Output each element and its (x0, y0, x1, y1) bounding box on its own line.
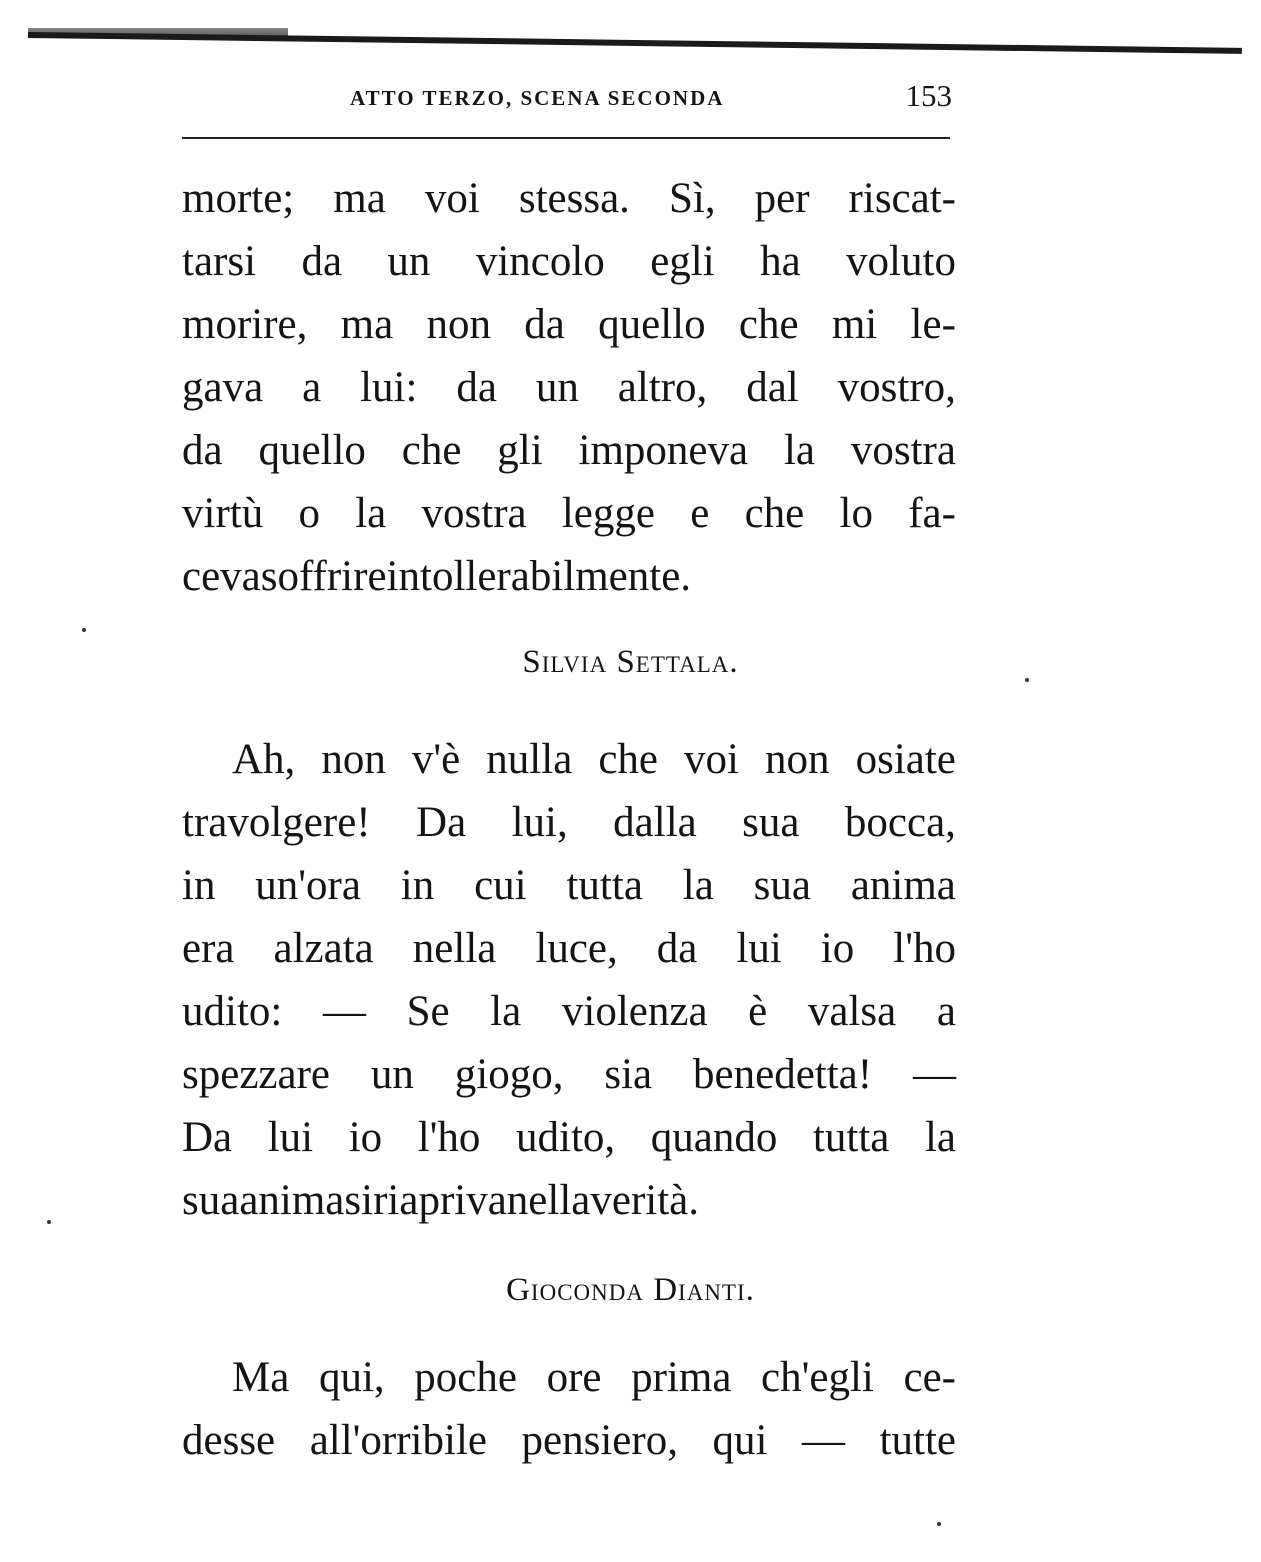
word: da (301, 238, 343, 285)
word: la (924, 1114, 956, 1161)
word: voi (424, 175, 480, 222)
word: gava (182, 364, 264, 411)
word: io (348, 1114, 383, 1161)
word: — (322, 988, 366, 1035)
word: sia (604, 1051, 653, 1098)
word: a (936, 988, 956, 1035)
word: quello (598, 301, 706, 348)
word: anima (850, 862, 956, 909)
word: sua (182, 1177, 240, 1224)
text-line (182, 917, 956, 980)
word: nulla (486, 736, 573, 783)
word: qui (712, 1417, 768, 1464)
word: io (820, 925, 855, 972)
word: lo (839, 490, 873, 537)
word: — (912, 1051, 956, 1098)
word: vostra (850, 427, 956, 474)
word: sua (742, 799, 800, 846)
word: la (682, 862, 714, 909)
word: Ah, (232, 736, 296, 783)
text-line (182, 1409, 956, 1472)
word: per (754, 175, 810, 222)
word: l'ho (893, 925, 956, 972)
word: morte; (182, 175, 295, 222)
word: dal (746, 364, 799, 411)
word: da (524, 301, 565, 348)
word: non (765, 736, 830, 783)
text-line (182, 791, 956, 854)
word: benedetta! (693, 1051, 873, 1098)
word: altro, (617, 364, 708, 411)
word: stessa. (518, 175, 630, 222)
word: e (690, 490, 710, 537)
word: da (456, 364, 497, 411)
word: lui (267, 1114, 314, 1161)
word: — (802, 1417, 845, 1464)
page-header (182, 78, 952, 118)
scan-speck (1025, 678, 1029, 682)
word: voi (684, 736, 739, 783)
word: che (401, 427, 462, 474)
word: ma (340, 301, 394, 348)
word: da (182, 427, 223, 474)
word: non (321, 736, 386, 783)
word: che (598, 736, 658, 783)
paragraph-continued (182, 167, 956, 608)
word: o (298, 490, 320, 537)
word: ch'egli (761, 1354, 874, 1401)
word: gli (497, 427, 543, 474)
word: da (656, 925, 698, 972)
paragraph (182, 1346, 956, 1472)
word: giogo, (454, 1051, 564, 1098)
word: che (744, 490, 805, 537)
word: udito: (182, 988, 283, 1035)
word: riapriva (373, 1177, 507, 1224)
word: ceva (182, 553, 261, 600)
word: un (370, 1051, 414, 1098)
word: nella (506, 1177, 591, 1224)
header-rule (182, 137, 950, 139)
scan-edge (28, 32, 1242, 54)
word: ma (333, 175, 386, 222)
word: ore (546, 1354, 602, 1401)
text-line (182, 980, 956, 1043)
word: valsa (807, 988, 897, 1035)
word: riscat- (848, 175, 956, 222)
word: alzata (273, 925, 374, 972)
word: che (738, 301, 799, 348)
text-line (182, 419, 956, 482)
word: ce- (903, 1354, 956, 1401)
text-line (182, 1169, 956, 1232)
word: cui (474, 862, 527, 909)
word: in (182, 862, 216, 909)
text-line (182, 1043, 956, 1106)
speaker-name: Gioconda Dianti. (506, 1272, 755, 1308)
word: l'ho (417, 1114, 481, 1161)
word: lui, (511, 799, 568, 846)
word: mi (831, 301, 878, 348)
text-line (182, 230, 956, 293)
word: Da (182, 1114, 233, 1161)
text-line (182, 854, 956, 917)
word: Sì, (668, 175, 716, 222)
text-line (182, 167, 956, 230)
word: bocca, (844, 799, 956, 846)
word: violenza (561, 988, 708, 1035)
text-line (182, 482, 956, 545)
word: ha (760, 238, 801, 285)
word: un (387, 238, 431, 285)
word: osiate (855, 736, 956, 783)
word: quando (650, 1114, 778, 1161)
word: quello (258, 427, 366, 474)
word: la (355, 490, 387, 537)
word: lui: (360, 364, 418, 411)
text-line (182, 1346, 956, 1409)
word: è (748, 988, 768, 1035)
word: poche (414, 1354, 517, 1401)
word: un (535, 364, 579, 411)
word: un'ora (255, 862, 361, 909)
word: udito, (516, 1114, 616, 1161)
text-line (182, 728, 956, 791)
word: a (302, 364, 322, 411)
word: virtù (182, 490, 264, 537)
word: spezzare (182, 1051, 330, 1098)
word: desse (182, 1417, 276, 1464)
word: luce, (535, 925, 618, 972)
text-line (182, 356, 956, 419)
word: all'orribile (309, 1417, 487, 1464)
word: egli (650, 238, 715, 285)
running-head: ATTO TERZO, SCENA SECONDA (350, 86, 725, 110)
text-line (182, 293, 956, 356)
speaker-name: Silvia Settala. (522, 644, 739, 680)
word: tarsi (182, 238, 257, 285)
word: era (182, 925, 235, 972)
word: Se (406, 988, 450, 1035)
word: travolgere! (182, 799, 371, 846)
word: tutte (879, 1417, 956, 1464)
word: tutta (566, 862, 643, 909)
word: in (400, 862, 435, 909)
word: non (426, 301, 491, 348)
word: Ma (232, 1354, 290, 1401)
word: lui (736, 925, 782, 972)
paragraph (182, 728, 956, 1232)
page-number: 153 (905, 78, 952, 113)
scan-speck (47, 1220, 51, 1224)
text-line (182, 1106, 956, 1169)
word: intollerabilmente. (386, 553, 692, 600)
word: fa- (908, 490, 956, 537)
word: verità. (590, 1177, 700, 1224)
word: sua (753, 862, 811, 909)
word: vincolo (475, 238, 605, 285)
word: imponeva (578, 427, 749, 474)
text-line (182, 545, 956, 608)
word: vostra (421, 490, 527, 537)
word: prima (631, 1354, 732, 1401)
word: la (783, 427, 815, 474)
word: Da (416, 799, 467, 846)
word: v'è (411, 736, 461, 783)
word: pensiero, (521, 1417, 678, 1464)
word: tutta (812, 1114, 890, 1161)
word: morire, (182, 301, 308, 348)
word: anima (239, 1177, 345, 1224)
word: legge (561, 490, 655, 537)
word: nella (412, 925, 497, 972)
word: vostro, (837, 364, 956, 411)
word: dalla (613, 799, 697, 846)
word: la (490, 988, 522, 1035)
word: si (344, 1177, 374, 1224)
scan-speck (82, 628, 86, 632)
word: qui, (318, 1354, 385, 1401)
word: soffrire (260, 553, 387, 600)
word: le- (910, 301, 956, 348)
scan-speck (937, 1522, 941, 1526)
word: voluto (846, 238, 956, 285)
